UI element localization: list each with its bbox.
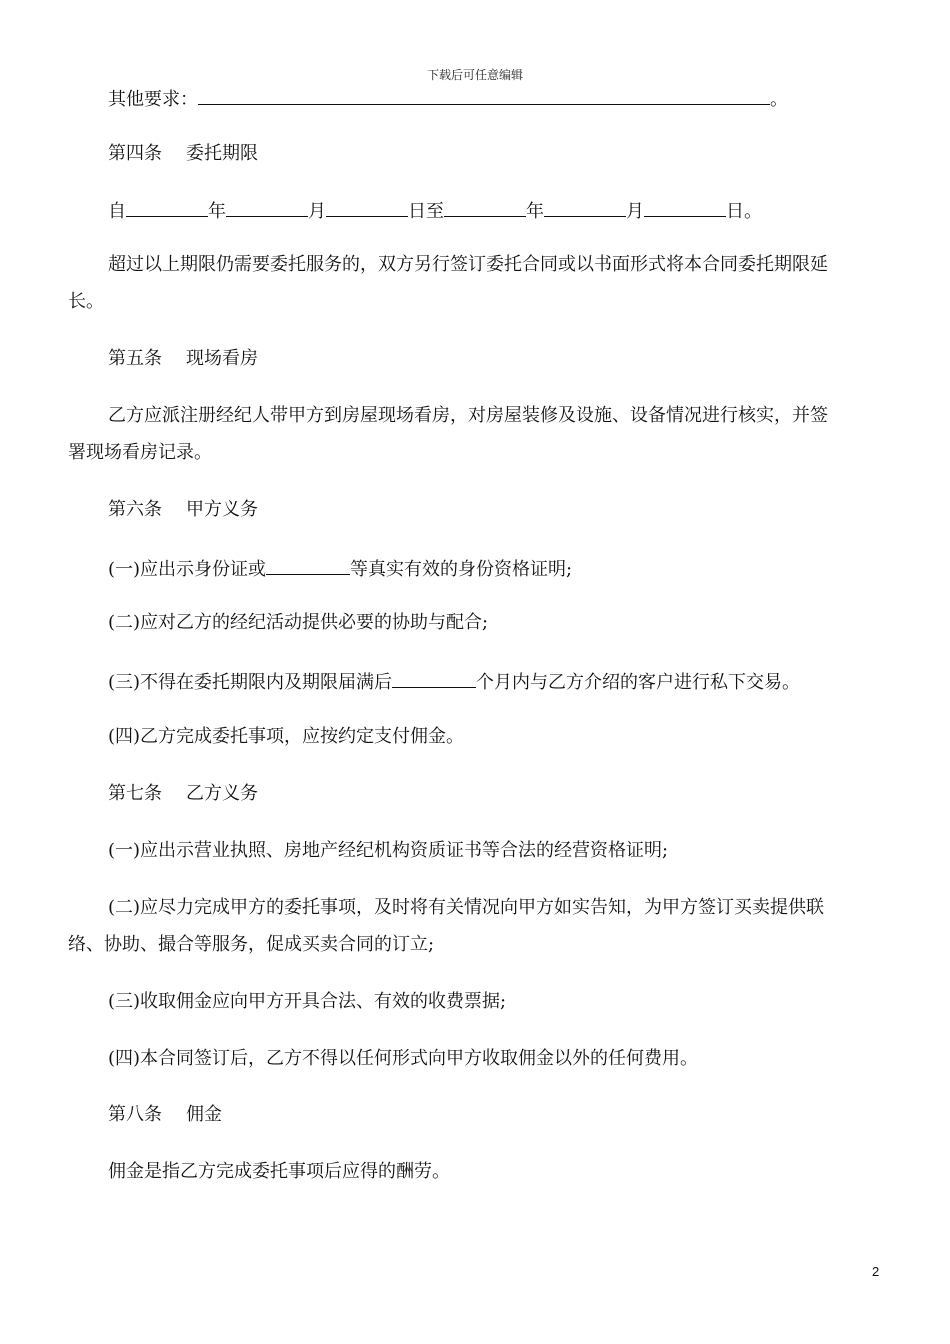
article-7-heading <box>108 783 878 805</box>
party-b-item-2-line1: (二)应尽力完成甲方的委托事项，及时将有关情况向甲方如实告知，为甲方签订买卖提供联 <box>108 897 825 918</box>
article-number: 第四条 <box>108 143 162 164</box>
day-to-label: 日至 <box>408 201 444 222</box>
period-from: 自 <box>108 201 126 222</box>
item-text: 个月内与乙方介绍的客户进行私下交易。 <box>476 672 801 693</box>
party-a-item-4: (四)乙方完成委托事项，应按约定支付佣金。 <box>108 726 465 747</box>
party-b-item-3: (三)收取佣金应向甲方开具合法、有效的收费票据; <box>108 991 507 1012</box>
article-number: 第八条 <box>108 1104 162 1125</box>
id-document-blank[interactable] <box>266 556 350 575</box>
page-header: 下载后可任意编辑 <box>426 68 523 82</box>
start-day-blank[interactable] <box>326 198 408 217</box>
party-b-item-2-line2: 络、协助、撮合等服务，促成买卖合同的订立; <box>68 934 435 955</box>
other-requirements-line <box>108 86 878 111</box>
extend-paragraph-line1: 超过以上期限仍需要委托服务的，双方另行签订委托合同或以书面形式将本合同委托期限延 <box>108 254 828 275</box>
viewing-paragraph-line2: 署现场看房记录。 <box>68 442 212 463</box>
article-4-heading <box>108 143 878 165</box>
article-8-heading <box>108 1104 878 1126</box>
article-6-heading <box>108 499 878 521</box>
period-mark: 。 <box>770 89 788 110</box>
party-a-item-1 <box>108 556 878 581</box>
viewing-paragraph-line1: 乙方应派注册经纪人带甲方到房屋现场看房，对房屋装修及设施、设备情况进行核实，并签 <box>108 405 828 426</box>
article-title: 乙方义务 <box>186 783 258 804</box>
other-requirements-label: 其他要求： <box>108 89 198 110</box>
month-label: 月 <box>308 201 326 222</box>
end-day-blank[interactable] <box>644 198 726 217</box>
end-year-blank[interactable] <box>444 198 526 217</box>
page-number: 2 <box>872 1264 880 1279</box>
article-title: 甲方义务 <box>186 499 258 520</box>
commission-paragraph: 佣金是指乙方完成委托事项后应得的酬劳。 <box>108 1161 450 1182</box>
period-line <box>108 198 878 223</box>
year-label: 年 <box>526 201 544 222</box>
article-5-heading <box>108 348 878 370</box>
start-month-blank[interactable] <box>226 198 308 217</box>
month-label: 月 <box>626 201 644 222</box>
item-text: 等真实有效的身份资格证明; <box>350 559 573 580</box>
article-title: 委托期限 <box>186 143 258 164</box>
party-b-item-1: (一)应出示营业执照、房地产经纪机构资质证书等合法的经营资格证明; <box>108 840 669 861</box>
party-a-item-2: (二)应对乙方的经纪活动提供必要的协助与配合; <box>108 612 489 633</box>
article-number: 第六条 <box>108 499 162 520</box>
end-month-blank[interactable] <box>544 198 626 217</box>
start-year-blank[interactable] <box>126 198 208 217</box>
party-a-item-3 <box>108 669 878 694</box>
article-number: 第七条 <box>108 783 162 804</box>
item-text: (一)应出示身份证或 <box>108 559 267 580</box>
article-title: 佣金 <box>186 1104 222 1125</box>
year-label: 年 <box>208 201 226 222</box>
day-end-label: 日。 <box>726 201 762 222</box>
article-number: 第五条 <box>108 348 162 369</box>
item-text: (三)不得在委托期限内及期限届满后 <box>108 672 393 693</box>
article-title: 现场看房 <box>186 348 258 369</box>
months-blank[interactable] <box>392 669 476 688</box>
party-b-item-4: (四)本合同签订后，乙方不得以任何形式向甲方收取佣金以外的任何费用。 <box>108 1048 699 1069</box>
other-requirements-blank[interactable] <box>198 86 770 105</box>
extend-paragraph-line2: 长。 <box>68 291 104 312</box>
